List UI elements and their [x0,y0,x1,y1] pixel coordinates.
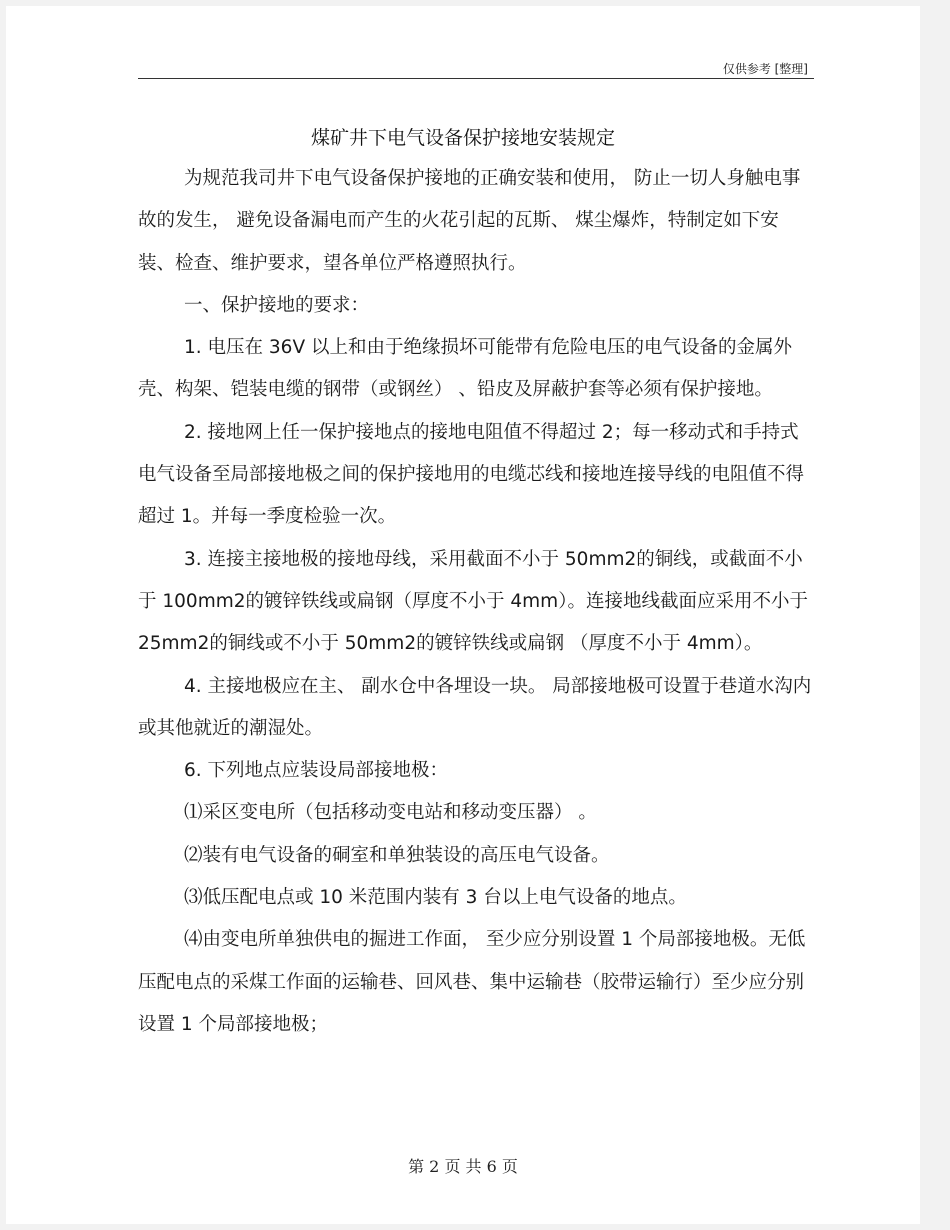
header-note: 仅供参考 [整理] [722,62,808,76]
page-number-footer: 第 2 页 共 6 页 [408,1157,518,1176]
paragraph-item-6: 6. 下列地点应装设局部接地极： [184,760,449,782]
document-body [138,158,814,1046]
header-divider [138,78,814,79]
list-item-4: ⑷由变电所单独供电的掘进工作面， 至少应分别设置 1 个局部接地极。无低压配电点的采煤工作面的运输巷、回风巷、集中运输巷（胶带运输行）至少应分别设置 1 个局部接地极； [138,929,806,1035]
document-title: 煤矿井下电气设备保护接地安装规定 [310,127,615,149]
section-heading: 一、保护接地的要求： [184,294,370,316]
paragraph-item-4: 4. 主接地极应在主、 副水仓中各埋设一块。 局部接地极可设置于巷道水沟内或其他就近的潮湿处。 [138,675,812,739]
document-page [6,6,920,1224]
paragraph-intro: 为规范我司井下电气设备保护接地的正确安装和使用， 防止一切人身触电事故的发生， 避免设备漏电而产生的火花引起的瓦斯、 煤尘爆炸，特制定如下安装、检查、维护要求，望各单位严格遵照执行。 [138,168,801,274]
paragraph-item-3: 3. 连接主接地极的接地母线，采用截面不小于 50mm2的铜线，或截面不小于 100mm2的镀锌铁线或扁钢（厚度不小于 4mm）。连接地线截面应采用不小于 25mm2的铜线或不小于 50mm2的镀锌铁线或扁钢 （厚度不小于 4mm）。 [138,548,808,655]
list-item-1: ⑴采区变电所（包括移动变电站和移动变压器） 。 [184,802,597,824]
paragraph-item-1: 1. 电压在 36V 以上和由于绝缘损坏可能带有危险电压的电气设备的金属外壳、构架、铠装电缆的钢带（或钢丝） 、铅皮及屏蔽护套等必须有保护接地。 [138,337,792,401]
list-item-3: ⑶低压配电点或 10 米范围内装有 3 台以上电气设备的地点。 [184,887,687,909]
list-item-2: ⑵装有电气设备的硐室和单独装设的高压电气设备。 [184,844,610,866]
paragraph-item-2: 2. 接地网上任一保护接地点的接地电阻值不得超过 2；每一移动式和手持式电气设备至局部接地极之间的保护接地用的电缆芯线和接地连接导线的电阻值不得超过 1。并每一季度检验一次。 [138,421,805,528]
